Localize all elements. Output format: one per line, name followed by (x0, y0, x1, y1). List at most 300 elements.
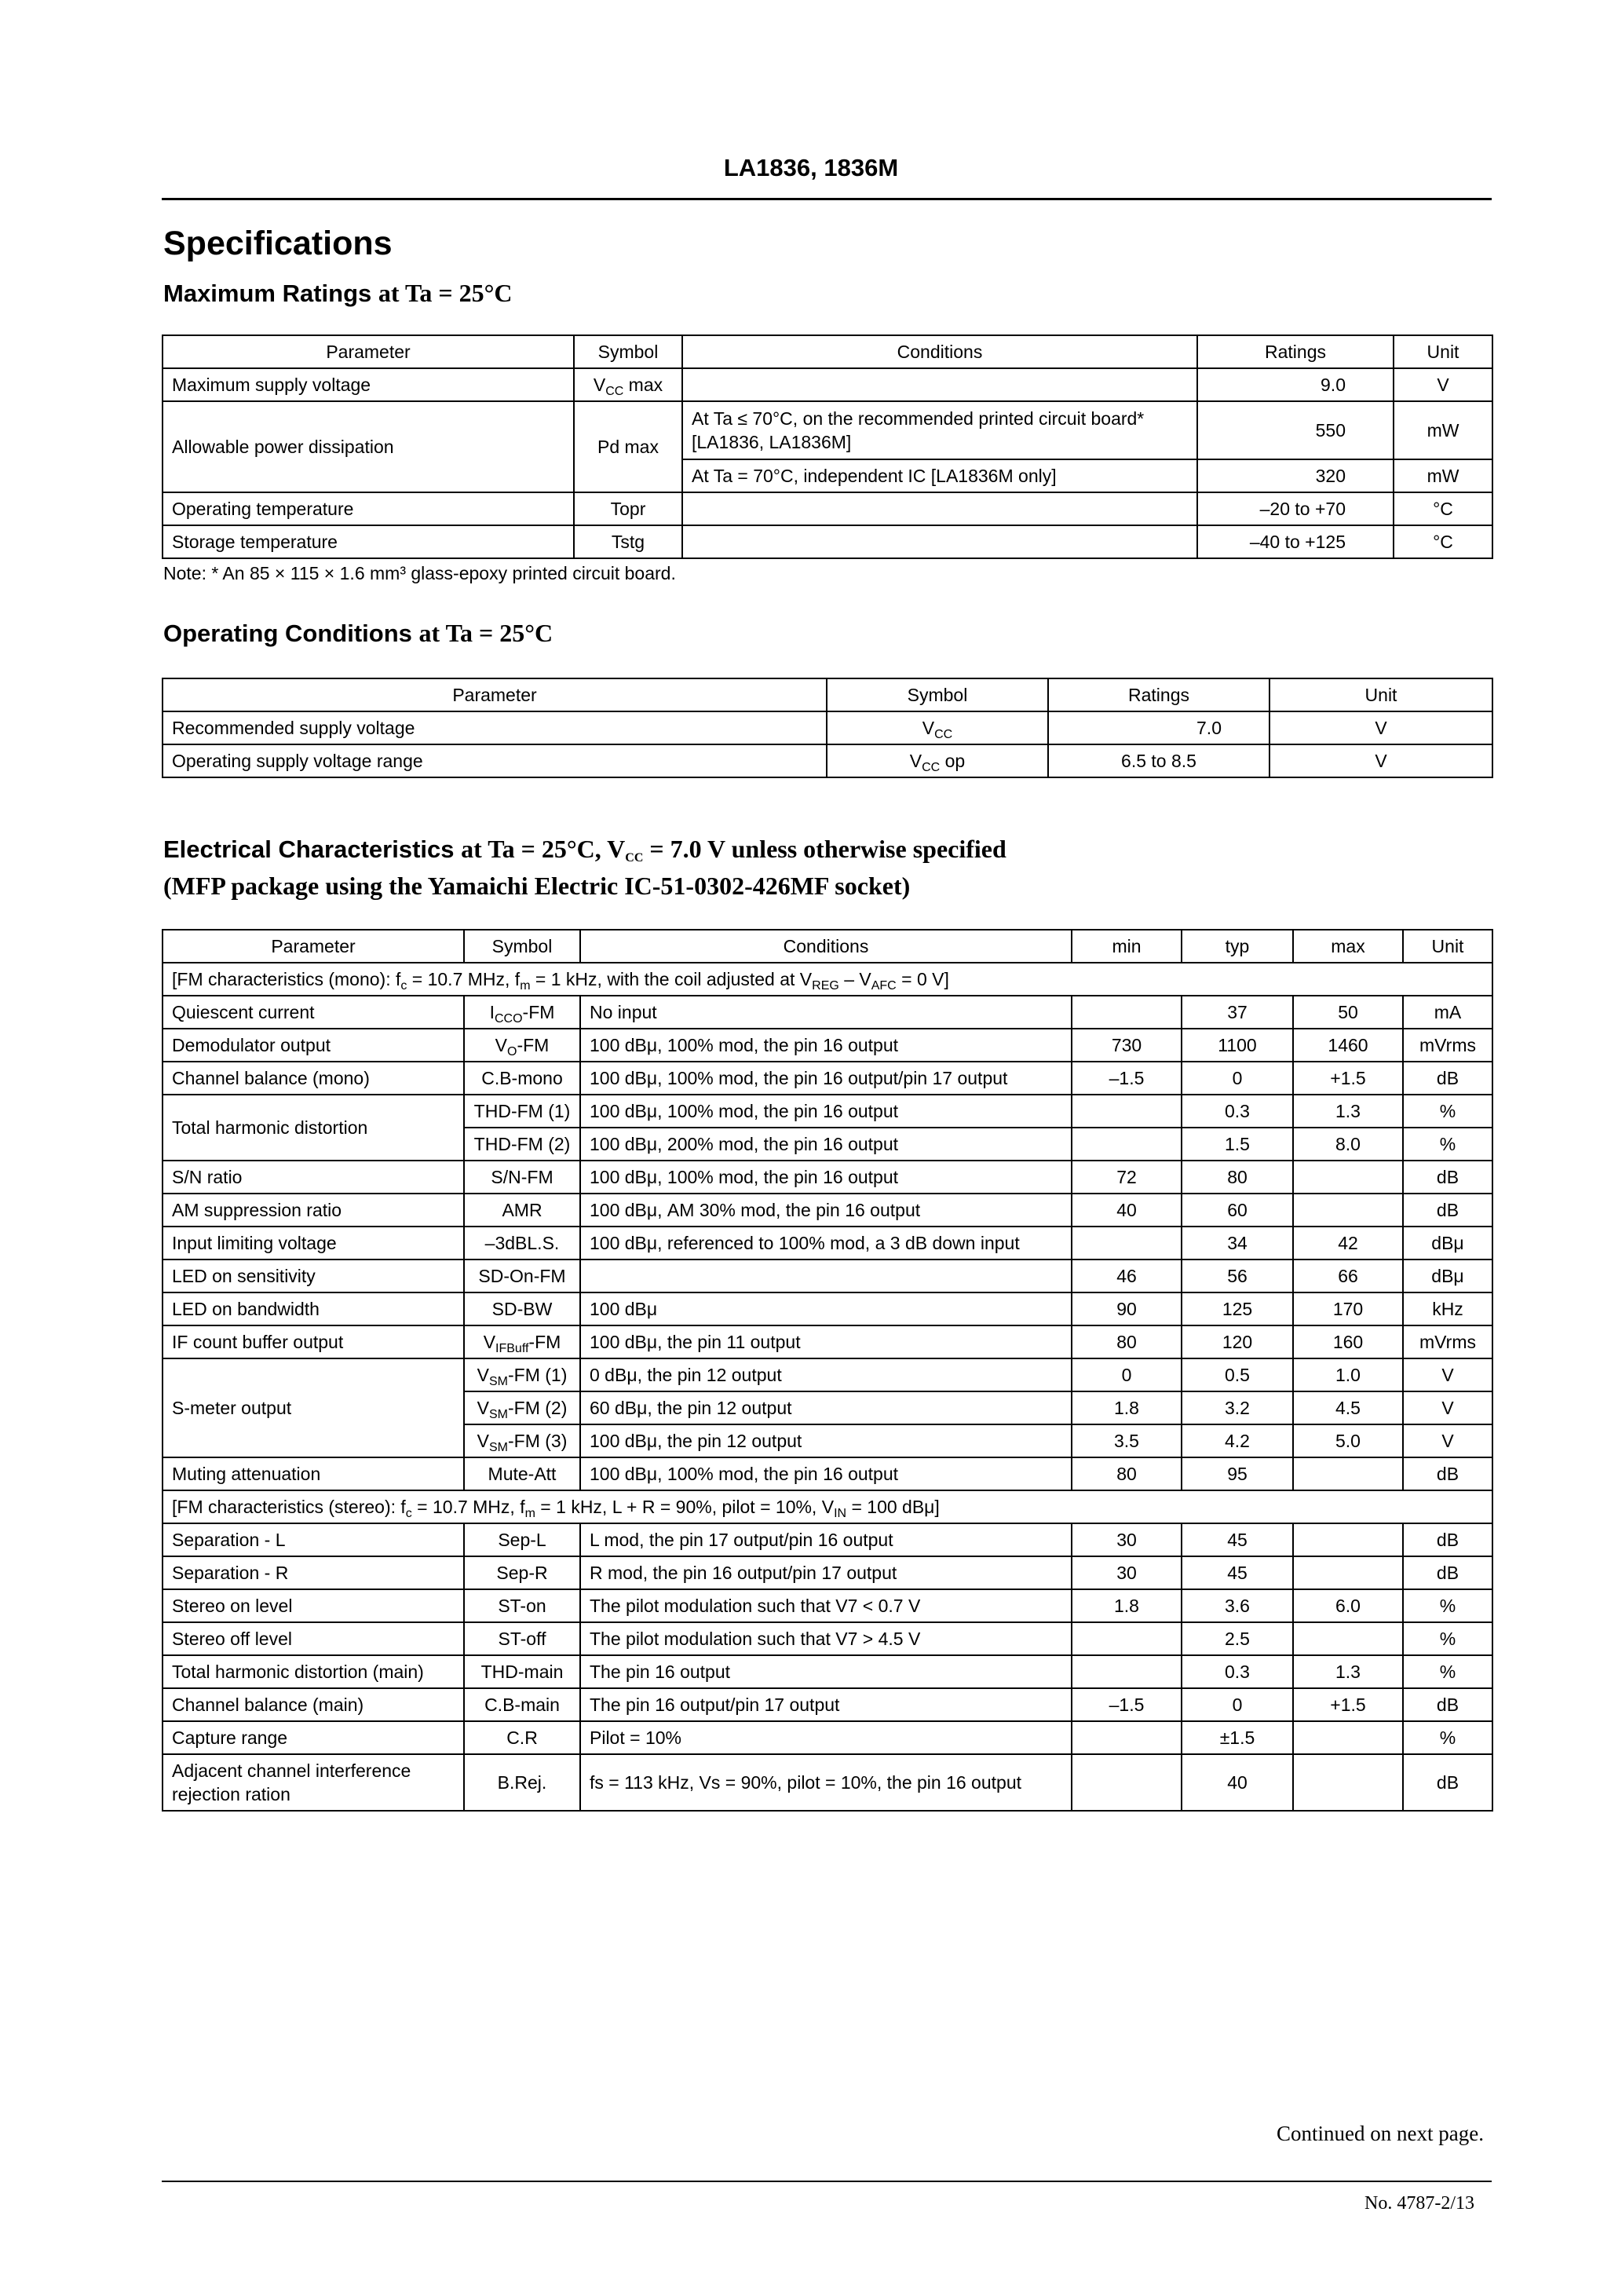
max-cell: 66 (1293, 1260, 1403, 1292)
max-ratings-note: Note: * An 85 × 115 × 1.6 mm³ glass-epoxy printed circuit board. (163, 563, 676, 583)
parameter-cell: Separation - L (163, 1523, 464, 1556)
column-header: Conditions (580, 930, 1072, 963)
symbol-base: V (495, 1034, 507, 1055)
table-row (163, 1721, 1492, 1754)
section-text: = 0 V] (896, 968, 949, 989)
min-cell: 1.8 (1072, 1391, 1182, 1424)
max-cell: 1.0 (1293, 1358, 1403, 1391)
table-row (163, 1655, 1492, 1688)
unit-cell: dB (1403, 1457, 1492, 1490)
document-header-title: LA1836, 1836M (723, 154, 899, 181)
parameter-cell: Muting attenuation (163, 1457, 464, 1490)
unit-cell: dB (1403, 1523, 1492, 1556)
min-cell: 40 (1072, 1194, 1182, 1227)
unit-cell: mW (1394, 401, 1492, 459)
conditions-cell: 100 dBμ, 100% mod, the pin 16 output (580, 1161, 1072, 1194)
min-cell: 80 (1072, 1325, 1182, 1358)
footer-rule (162, 2181, 1492, 2182)
unit-cell: dB (1403, 1688, 1492, 1721)
parameter-cell: Total harmonic distortion (main) (163, 1655, 464, 1688)
column-header: Ratings (1197, 335, 1394, 368)
unit-cell: dB (1403, 1194, 1492, 1227)
typ-cell: 4.2 (1182, 1424, 1293, 1457)
mono-rows-group (163, 996, 1492, 1095)
max-cell: 1.3 (1293, 1095, 1403, 1128)
symbol-base: V (477, 1397, 489, 1418)
section-subscript: c (400, 978, 407, 993)
symbol-cell: ST-off (464, 1622, 580, 1655)
typ-cell: 40 (1182, 1754, 1293, 1811)
column-header: Parameter (163, 335, 574, 368)
symbol-suffix: max (623, 374, 663, 395)
mid-rows-group (163, 1161, 1492, 1358)
min-cell: 72 (1072, 1161, 1182, 1194)
typ-cell: 34 (1182, 1227, 1293, 1260)
conditions-cell (682, 492, 1197, 525)
min-cell: –1.5 (1072, 1688, 1182, 1721)
parameter-cell: S-meter output (163, 1358, 464, 1457)
parameter-cell: Storage temperature (163, 525, 574, 558)
symbol-cell: Pd max (574, 401, 682, 492)
conditions-cell: 100 dBμ, 100% mod, the pin 16 output (580, 1095, 1072, 1128)
conditions-cell: 100 dBμ, the pin 11 output (580, 1325, 1072, 1358)
min-cell: 1.8 (1072, 1589, 1182, 1622)
min-cell: 46 (1072, 1260, 1182, 1292)
symbol-cell: Topr (574, 492, 682, 525)
parameter-cell: Recommended supply voltage (163, 711, 827, 744)
unit-cell: % (1403, 1128, 1492, 1161)
electrical-subheading: (MFP package using the Yamaichi Electric IC-51-0302-426MF socket) (163, 872, 911, 900)
symbol-cell (574, 368, 682, 401)
parameter-cell: Separation - R (163, 1556, 464, 1589)
parameter-cell: AM suppression ratio (163, 1194, 464, 1227)
symbol-cell (464, 1424, 580, 1457)
section-subscript: m (520, 978, 531, 993)
ratings-cell: –20 to +70 (1197, 492, 1394, 525)
section-label (163, 1490, 1492, 1523)
electrical-header-row (163, 930, 1492, 963)
ratings-cell: 320 (1197, 459, 1394, 492)
symbol-subscript: SM (488, 1440, 508, 1454)
symbol-subscript: SM (488, 1407, 508, 1421)
symbol-cell: C.R (464, 1721, 580, 1754)
table-row (163, 368, 1492, 401)
section-row-fm-mono (163, 963, 1492, 996)
symbol-base: AMR (502, 1199, 542, 1220)
table-row (163, 1358, 1492, 1391)
column-header: Unit (1403, 930, 1492, 963)
symbol-base: SD-BW (491, 1298, 553, 1319)
unit-cell: V (1403, 1391, 1492, 1424)
electrical-heading-text: Electrical Characteristics (163, 835, 455, 863)
typ-cell: 0.5 (1182, 1358, 1293, 1391)
table-row (163, 1754, 1492, 1811)
parameter-cell: Input limiting voltage (163, 1227, 464, 1260)
typ-cell: 3.2 (1182, 1391, 1293, 1424)
operating-conditions-heading-text: Operating Conditions (163, 620, 412, 647)
typ-cell: 45 (1182, 1523, 1293, 1556)
conditions-cell: 0 dBμ, the pin 12 output (580, 1358, 1072, 1391)
min-cell: 90 (1072, 1292, 1182, 1325)
unit-cell: V (1394, 368, 1492, 401)
symbol-suffix: -FM (3) (507, 1430, 568, 1451)
unit-cell: % (1403, 1095, 1492, 1128)
table-row (163, 525, 1492, 558)
max-cell: +1.5 (1293, 1688, 1403, 1721)
conditions-cell: 100 dBμ, 100% mod, the pin 16 output (580, 1457, 1072, 1490)
electrical-condition-subscript: CC (625, 851, 644, 865)
min-cell: 0 (1072, 1358, 1182, 1391)
header-rule (162, 198, 1492, 200)
symbol-cell (464, 996, 580, 1029)
column-header: max (1293, 930, 1403, 963)
symbol-subscript: IFBuff (495, 1341, 529, 1355)
ratings-cell: 550 (1197, 401, 1394, 459)
column-header: Conditions (682, 335, 1197, 368)
column-header: Ratings (1048, 678, 1269, 711)
conditions-cell: 100 dBμ, referenced to 100% mod, a 3 dB down input (580, 1227, 1072, 1260)
conditions-cell: R mod, the pin 16 output/pin 17 output (580, 1556, 1072, 1589)
conditions-cell (580, 1260, 1072, 1292)
parameter-cell: IF count buffer output (163, 1325, 464, 1358)
operating-conditions-header-row (163, 678, 1492, 711)
table-row (163, 1325, 1492, 1358)
unit-cell: % (1403, 1589, 1492, 1622)
symbol-suffix: -FM (528, 1331, 561, 1352)
parameter-cell: LED on bandwidth (163, 1292, 464, 1325)
symbol-subscript: CC (922, 760, 941, 774)
max-cell (1293, 1721, 1403, 1754)
typ-cell: 120 (1182, 1325, 1293, 1358)
max-ratings-heading (163, 279, 513, 308)
conditions-cell: Pilot = 10% (580, 1721, 1072, 1754)
typ-cell: 0 (1182, 1062, 1293, 1095)
symbol-cell (827, 744, 1048, 777)
conditions-cell: 100 dBμ, the pin 12 output (580, 1424, 1072, 1457)
typ-cell: 95 (1182, 1457, 1293, 1490)
unit-cell: V (1269, 711, 1492, 744)
continued-note: Continued on next page. (1277, 2122, 1484, 2145)
unit-cell: dB (1403, 1161, 1492, 1194)
unit-cell: dBμ (1403, 1260, 1492, 1292)
min-cell (1072, 1095, 1182, 1128)
electrical-condition-part: at Ta = 25°C, V (461, 835, 626, 863)
symbol-cell: Sep-L (464, 1523, 580, 1556)
electrical-condition (461, 835, 1006, 863)
parameter-cell: Capture range (163, 1721, 464, 1754)
operating-conditions-heading (163, 619, 553, 648)
section-subscript: c (405, 1506, 412, 1520)
symbol-suffix: op (940, 750, 966, 771)
max-cell (1293, 1457, 1403, 1490)
column-header: Unit (1394, 335, 1492, 368)
min-cell: 730 (1072, 1029, 1182, 1062)
unit-cell: V (1403, 1424, 1492, 1457)
section-subscript: m (524, 1506, 535, 1520)
symbol-base: V (483, 1331, 496, 1352)
typ-cell: 0.3 (1182, 1095, 1293, 1128)
max-ratings-table (162, 335, 1493, 559)
table-row (163, 492, 1492, 525)
symbol-base: V (922, 717, 935, 738)
symbol-suffix: -FM (517, 1034, 550, 1055)
electrical-heading (163, 835, 1006, 864)
typ-cell: 3.6 (1182, 1589, 1293, 1622)
min-cell (1072, 1622, 1182, 1655)
conditions-cell: 100 dBμ, 100% mod, the pin 16 output (580, 1029, 1072, 1062)
symbol-cell (464, 1325, 580, 1358)
parameter-cell: Operating supply voltage range (163, 744, 827, 777)
max-cell (1293, 1194, 1403, 1227)
unit-cell: mVrms (1403, 1029, 1492, 1062)
unit-cell: mVrms (1403, 1325, 1492, 1358)
column-header: Parameter (163, 930, 464, 963)
parameter-cell: S/N ratio (163, 1161, 464, 1194)
typ-cell: 2.5 (1182, 1622, 1293, 1655)
table-row (163, 996, 1492, 1029)
max-ratings-heading-text: Maximum Ratings (163, 280, 372, 307)
conditions-cell: 60 dBμ, the pin 12 output (580, 1391, 1072, 1424)
column-header: Unit (1269, 678, 1492, 711)
parameter-cell: Channel balance (main) (163, 1688, 464, 1721)
max-cell (1293, 1523, 1403, 1556)
max-ratings-condition: at Ta = 25°C (378, 279, 513, 307)
typ-cell: 45 (1182, 1556, 1293, 1589)
table-row (163, 1260, 1492, 1292)
max-cell (1293, 1556, 1403, 1589)
symbol-cell: THD-FM (1) (464, 1095, 580, 1128)
table-row (163, 1457, 1492, 1490)
max-cell: 170 (1293, 1292, 1403, 1325)
symbol-base: V (477, 1430, 489, 1451)
parameter-cell: Stereo off level (163, 1622, 464, 1655)
min-cell (1072, 1128, 1182, 1161)
section-text: = 1 kHz, L + R = 90%, pilot = 10%, V (535, 1496, 835, 1517)
symbol-cell: Tstg (574, 525, 682, 558)
typ-cell: 56 (1182, 1260, 1293, 1292)
symbol-cell: Mute-Att (464, 1457, 580, 1490)
section-label (163, 963, 1492, 996)
operating-conditions-table (162, 678, 1493, 778)
symbol-cell (464, 1260, 580, 1292)
symbol-cell: Sep-R (464, 1556, 580, 1589)
symbol-cell (827, 711, 1048, 744)
table-row (163, 711, 1492, 744)
page-number: No. 4787-2/13 (1364, 2193, 1474, 2214)
symbol-base: C.B-mono (481, 1067, 563, 1088)
symbol-cell: C.B-main (464, 1688, 580, 1721)
electrical-table (162, 929, 1493, 1812)
conditions-cell: 100 dBμ (580, 1292, 1072, 1325)
section-row-fm-stereo (163, 1490, 1492, 1523)
table-row (163, 1589, 1492, 1622)
typ-cell: 125 (1182, 1292, 1293, 1325)
max-cell: 6.0 (1293, 1589, 1403, 1622)
conditions-cell: 100 dBμ, 200% mod, the pin 16 output (580, 1128, 1072, 1161)
section-text: = 100 dBμ] (846, 1496, 940, 1517)
section-subscript: AFC (871, 978, 897, 993)
ratings-cell: –40 to +125 (1197, 525, 1394, 558)
max-cell (1293, 1161, 1403, 1194)
unit-cell: V (1269, 744, 1492, 777)
parameter-cell: Operating temperature (163, 492, 574, 525)
symbol-base: –3dBL.S. (484, 1232, 560, 1253)
table-row (163, 1227, 1492, 1260)
conditions-cell (682, 368, 1197, 401)
unit-cell: dB (1403, 1062, 1492, 1095)
ratings-cell: 9.0 (1197, 368, 1394, 401)
symbol-base: V (909, 750, 922, 771)
stereo-rows-group (163, 1523, 1492, 1754)
column-header: Parameter (163, 678, 827, 711)
specifications-title: Specifications (163, 225, 393, 262)
table-row (163, 1029, 1492, 1062)
column-header: typ (1182, 930, 1293, 963)
symbol-cell (464, 1029, 580, 1062)
min-cell: 80 (1072, 1457, 1182, 1490)
table-row (163, 1622, 1492, 1655)
unit-cell: dBμ (1403, 1227, 1492, 1260)
max-cell: +1.5 (1293, 1062, 1403, 1095)
table-row (163, 744, 1492, 777)
max-cell: 5.0 (1293, 1424, 1403, 1457)
unit-cell: % (1403, 1622, 1492, 1655)
typ-cell: 1100 (1182, 1029, 1293, 1062)
unit-cell: °C (1394, 492, 1492, 525)
typ-cell: 80 (1182, 1161, 1293, 1194)
parameter-cell: Channel balance (mono) (163, 1062, 464, 1095)
table-row (163, 1688, 1492, 1721)
min-cell (1072, 996, 1182, 1029)
max-cell: 160 (1293, 1325, 1403, 1358)
symbol-cell (464, 1194, 580, 1227)
min-cell: 30 (1072, 1556, 1182, 1589)
symbol-cell (464, 1227, 580, 1260)
conditions-cell: The pilot modulation such that V7 > 4.5 V (580, 1622, 1072, 1655)
typ-cell: 37 (1182, 996, 1293, 1029)
symbol-cell (464, 1358, 580, 1391)
min-cell: 30 (1072, 1523, 1182, 1556)
unit-cell: dB (1403, 1754, 1492, 1811)
symbol-base: I (489, 1001, 495, 1022)
symbol-subscript: CC (934, 727, 953, 741)
symbol-suffix: -FM (2) (507, 1397, 568, 1418)
symbol-base: S/N-FM (491, 1166, 553, 1187)
unit-cell: °C (1394, 525, 1492, 558)
section-text: [FM characteristics (mono): f (172, 968, 401, 989)
conditions-cell: fs = 113 kHz, Vs = 90%, pilot = 10%, the pin 16 output (580, 1754, 1072, 1811)
table-row (163, 1556, 1492, 1589)
column-header: Symbol (574, 335, 682, 368)
symbol-base: SD-On-FM (478, 1265, 566, 1286)
parameter-cell: Demodulator output (163, 1029, 464, 1062)
conditions-cell (682, 401, 1197, 459)
section-text: [FM characteristics (stereo): f (172, 1496, 406, 1517)
symbol-cell (464, 1062, 580, 1095)
table-row (163, 1194, 1492, 1227)
typ-cell: ±1.5 (1182, 1721, 1293, 1754)
column-header: min (1072, 930, 1182, 963)
conditions-line: At Ta ≤ 70°C, on the recommended printed circuit board* (692, 408, 1145, 429)
unit-cell: % (1403, 1655, 1492, 1688)
typ-cell: 1.5 (1182, 1128, 1293, 1161)
table-row (163, 401, 1492, 459)
conditions-cell: L mod, the pin 17 output/pin 16 output (580, 1523, 1072, 1556)
conditions-cell: 100 dBμ, 100% mod, the pin 16 output/pin 17 output (580, 1062, 1072, 1095)
max-cell: 8.0 (1293, 1128, 1403, 1161)
symbol-cell (464, 1391, 580, 1424)
symbol-cell (464, 1161, 580, 1194)
conditions-cell: The pin 16 output/pin 17 output (580, 1688, 1072, 1721)
symbol-suffix: -FM (522, 1001, 555, 1022)
max-cell: 1.3 (1293, 1655, 1403, 1688)
symbol-suffix: -FM (1) (507, 1364, 568, 1385)
section-text: = 10.7 MHz, f (411, 1496, 525, 1517)
unit-cell: mW (1394, 459, 1492, 492)
unit-cell: dB (1403, 1556, 1492, 1589)
operating-conditions-condition: at Ta = 25°C (418, 619, 553, 647)
max-cell: 4.5 (1293, 1391, 1403, 1424)
conditions-cell (682, 525, 1197, 558)
parameter-cell: Quiescent current (163, 996, 464, 1029)
section-text: = 1 kHz, with the coil adjusted at V (530, 968, 813, 989)
symbol-subscript: CC (605, 384, 624, 398)
electrical-condition-part: = 7.0 V unless otherwise specified (643, 835, 1006, 863)
symbol-subscript: O (507, 1044, 517, 1058)
symbol-base: V (593, 374, 606, 395)
conditions-line: [LA1836, LA1836M] (692, 432, 852, 452)
conditions-cell: The pin 16 output (580, 1655, 1072, 1688)
parameter-cell: Allowable power dissipation (163, 401, 574, 492)
parameter-cell: LED on sensitivity (163, 1260, 464, 1292)
typ-cell: 60 (1182, 1194, 1293, 1227)
max-cell (1293, 1622, 1403, 1655)
min-cell (1072, 1721, 1182, 1754)
conditions-cell: 100 dBμ, AM 30% mod, the pin 16 output (580, 1194, 1072, 1227)
table-row (163, 1523, 1492, 1556)
parameter-cell: Adjacent channel interference rejection ration (163, 1754, 464, 1811)
max-cell: 42 (1293, 1227, 1403, 1260)
section-subscript: IN (834, 1506, 847, 1520)
min-cell (1072, 1655, 1182, 1688)
column-header: Symbol (827, 678, 1048, 711)
min-cell (1072, 1754, 1182, 1811)
unit-cell: mA (1403, 996, 1492, 1029)
table-row (163, 1161, 1492, 1194)
min-cell: –1.5 (1072, 1062, 1182, 1095)
symbol-cell: B.Rej. (464, 1754, 580, 1811)
min-cell: 3.5 (1072, 1424, 1182, 1457)
conditions-cell: The pilot modulation such that V7 < 0.7 V (580, 1589, 1072, 1622)
section-text: – V (838, 968, 871, 989)
table-row (163, 1095, 1492, 1128)
parameter-cell: Total harmonic distortion (163, 1095, 464, 1161)
column-header: Symbol (464, 930, 580, 963)
parameter-cell: Maximum supply voltage (163, 368, 574, 401)
conditions-cell: At Ta = 70°C, independent IC [LA1836M only] (682, 459, 1197, 492)
section-subscript: REG (812, 978, 839, 993)
symbol-subscript: CCO (494, 1011, 523, 1026)
min-cell (1072, 1227, 1182, 1260)
parameter-cell: Stereo on level (163, 1589, 464, 1622)
max-cell: 50 (1293, 996, 1403, 1029)
symbol-cell (464, 1292, 580, 1325)
max-ratings-header-row (163, 335, 1492, 368)
table-row (163, 1292, 1492, 1325)
typ-cell: 0.3 (1182, 1655, 1293, 1688)
unit-cell: kHz (1403, 1292, 1492, 1325)
symbol-subscript: SM (488, 1374, 508, 1388)
